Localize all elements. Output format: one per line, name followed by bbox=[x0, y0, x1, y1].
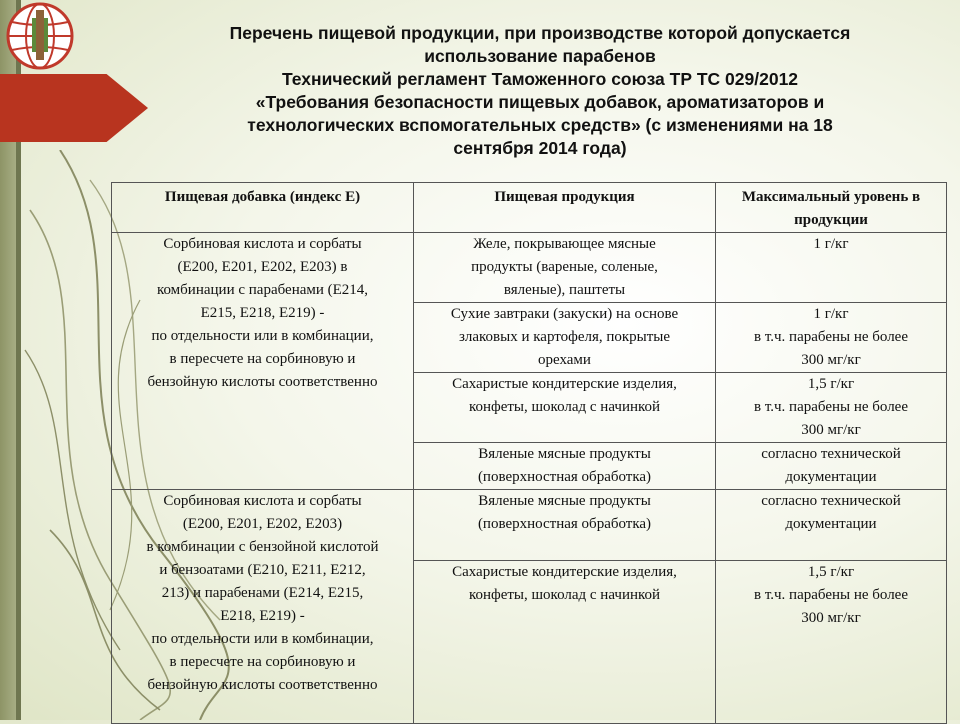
level-cell bbox=[716, 561, 947, 724]
cell-line: Сахаристые кондитерские изделия, bbox=[452, 376, 677, 392]
cell-line: Вяленые мясные продукты bbox=[478, 493, 651, 509]
cell-line: продукты (вареные, соленые, bbox=[471, 259, 658, 275]
cell-line: бензойную кислоты соответственно bbox=[147, 677, 378, 693]
logo-globe-icon bbox=[2, 0, 78, 72]
cell-line: Сорбиновая кислота и сорбаты bbox=[163, 493, 362, 509]
product-cell bbox=[414, 233, 716, 303]
cell-line: в т.ч. парабены не более bbox=[753, 587, 908, 603]
product-cell bbox=[414, 443, 716, 490]
cell-line: документации bbox=[785, 469, 877, 485]
cell-line: 1,5 г/кг bbox=[807, 564, 855, 580]
product-cell bbox=[414, 373, 716, 443]
cell-line: (Е200, Е201, Е202, Е203) bbox=[182, 516, 343, 532]
header-max-level: Максимальный уровень в продукции bbox=[716, 183, 947, 233]
cell-line: Желе, покрывающее мясные bbox=[473, 236, 656, 252]
cell-line: Сорбиновая кислота и сорбаты bbox=[163, 236, 362, 252]
cell-line: Е215, Е218, Е219) - bbox=[200, 305, 325, 321]
title-line: использование парабенов bbox=[424, 46, 656, 66]
cell-line: вяленые), паштеты bbox=[503, 282, 626, 298]
cell-line: Сахаристые кондитерские изделия, bbox=[452, 564, 677, 580]
product-cell bbox=[414, 490, 716, 561]
red-arrow-decoration bbox=[0, 74, 148, 142]
title-line: сентября 2014 года) bbox=[453, 138, 627, 158]
cell-line: согласно технической bbox=[761, 493, 901, 509]
page-title bbox=[160, 22, 920, 160]
cell-line: в т.ч. парабены не более bbox=[753, 329, 908, 345]
cell-line: бензойную кислоты соответственно bbox=[147, 374, 378, 390]
cell-line: 1 г/кг bbox=[813, 306, 849, 322]
level-cell bbox=[716, 303, 947, 373]
cell-line: в пересчете на сорбиновую и bbox=[169, 351, 356, 367]
cell-line: 300 мг/кг bbox=[801, 422, 861, 438]
additive-cell bbox=[112, 233, 414, 490]
cell-line: согласно технической bbox=[761, 446, 901, 462]
cell-line: Сухие завтраки (закуски) на основе bbox=[450, 306, 679, 322]
header-additive: Пищевая добавка (индекс Е) bbox=[112, 183, 414, 233]
product-cell bbox=[414, 561, 716, 724]
cell-line: по отдельности или в комбинации, bbox=[151, 631, 374, 647]
cell-line: (поверхностная обработка) bbox=[477, 469, 652, 485]
cell-line: в комбинации с бензойной кислотой bbox=[146, 539, 379, 555]
cell-line: злаковых и картофеля, покрытые bbox=[458, 329, 671, 345]
cell-line: в т.ч. парабены не более bbox=[753, 399, 908, 415]
cell-line: 300 мг/кг bbox=[801, 610, 861, 626]
cell-line: Е218, Е219) - bbox=[220, 608, 305, 624]
title-line: Технический регламент Таможенного союза ТР ТС 029/2012 bbox=[281, 69, 799, 89]
cell-line: и бензоатами (Е210, Е211, Е212, bbox=[159, 562, 366, 578]
cell-line: комбинации с парабенами (Е214, bbox=[156, 282, 369, 298]
cell-line: орехами bbox=[538, 352, 591, 368]
cell-line: конфеты, шоколад с начинкой bbox=[468, 399, 661, 415]
level-cell bbox=[716, 443, 947, 490]
table-row bbox=[112, 233, 947, 303]
additives-table bbox=[111, 182, 947, 724]
level-cell bbox=[716, 233, 947, 303]
table-row bbox=[112, 490, 947, 561]
title-line: технологических вспомогательных средств» (с изменениями на 18 bbox=[247, 115, 833, 135]
additive-cell bbox=[112, 490, 414, 724]
cell-line: Вяленые мясные продукты bbox=[478, 446, 651, 462]
cell-line: в пересчете на сорбиновую и bbox=[169, 654, 356, 670]
cell-line: по отдельности или в комбинации, bbox=[151, 328, 374, 344]
cell-line: 1 г/кг bbox=[813, 236, 849, 252]
cell-line: 1,5 г/кг bbox=[807, 376, 855, 392]
cell-line: (поверхностная обработка) bbox=[477, 516, 652, 532]
cell-line: 300 мг/кг bbox=[801, 352, 861, 368]
level-cell bbox=[716, 490, 947, 561]
cell-line: 213) и парабенами (Е214, Е215, bbox=[161, 585, 364, 601]
product-cell bbox=[414, 303, 716, 373]
header-product: Пищевая продукция bbox=[414, 183, 716, 233]
cell-line: конфеты, шоколад с начинкой bbox=[468, 587, 661, 603]
title-line: «Требования безопасности пищевых добавок, ароматизаторов и bbox=[255, 92, 825, 112]
level-cell bbox=[716, 373, 947, 443]
cell-line: (Е200, Е201, Е202, Е203) в bbox=[177, 259, 348, 275]
table-header-row bbox=[112, 183, 947, 233]
cell-line: документации bbox=[785, 516, 877, 532]
title-line: Перечень пищевой продукции, при производстве которой допускается bbox=[229, 23, 851, 43]
